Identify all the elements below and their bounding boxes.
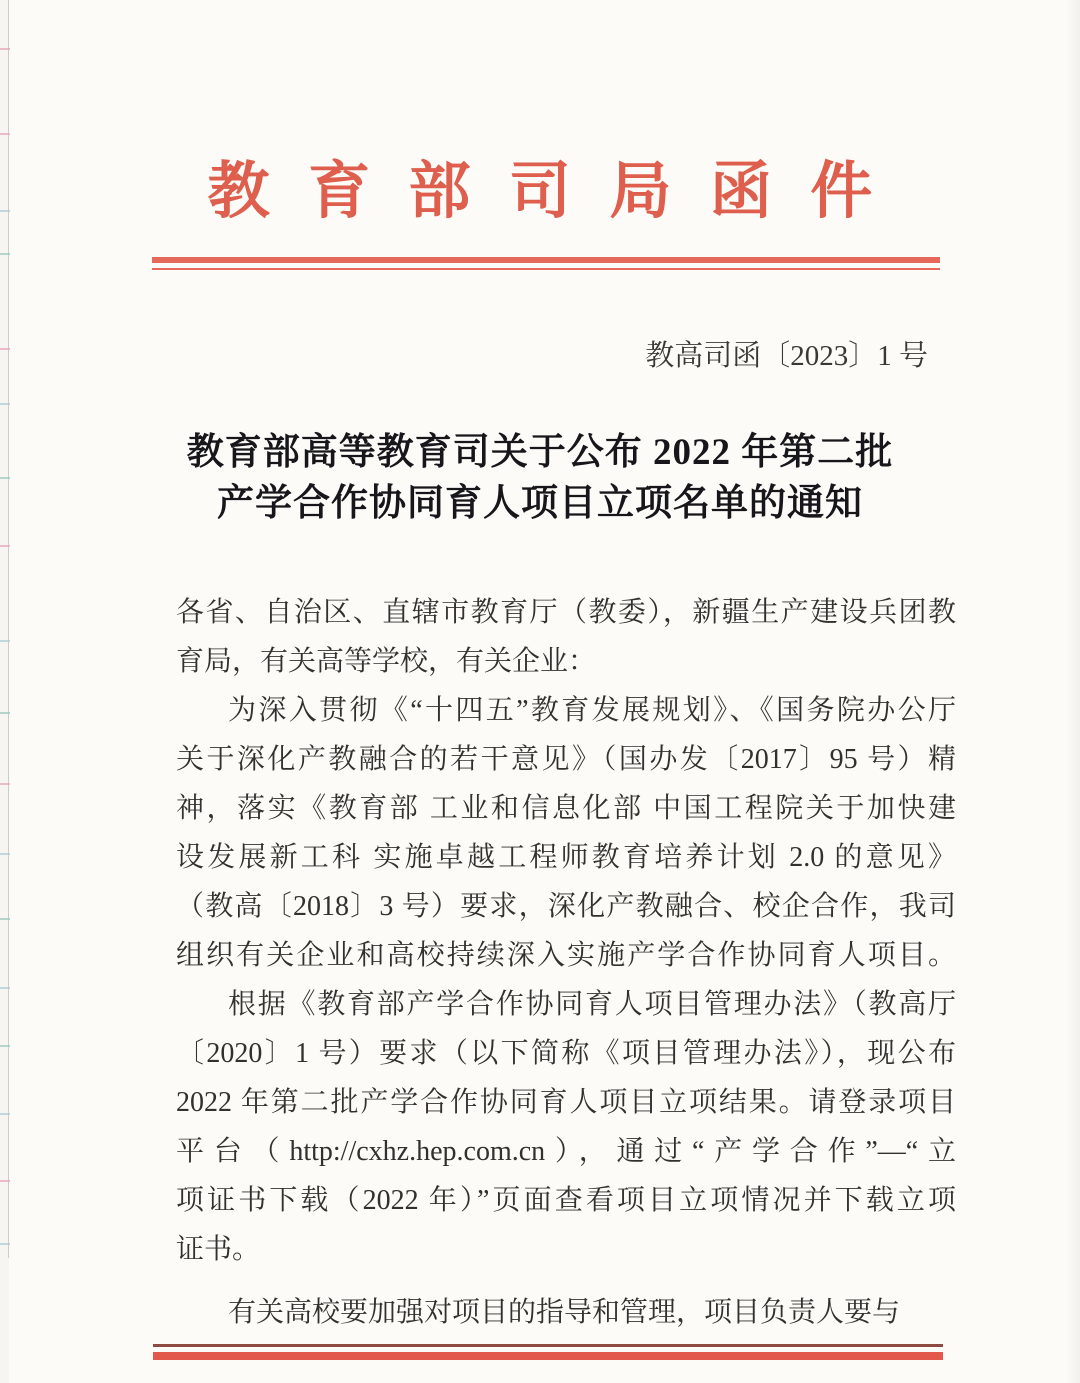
body-line: 关于深化产教融合的若干意见》（国办发〔2017〕95 号）精 xyxy=(176,744,956,775)
document-title-line1: 教育部高等教育司关于公布 2022 年第二批 xyxy=(186,432,894,473)
body-line: 证书。 xyxy=(176,1234,261,1265)
scan-tick xyxy=(0,1045,10,1047)
footer-rule-thin xyxy=(153,1344,943,1347)
document-title-line2: 产学合作协同育人项目立项名单的通知 xyxy=(217,483,863,524)
scan-tick xyxy=(0,712,10,714)
letterhead-rule-thin xyxy=(152,268,940,270)
body-line: 育局，有关高等学校，有关企业： xyxy=(176,646,597,677)
body-line: 各省、自治区、直辖市教育厅（教委），新疆生产建设兵团教 xyxy=(176,597,956,628)
scan-tick xyxy=(0,545,10,547)
scan-tick xyxy=(0,640,10,642)
scan-tick xyxy=(0,853,10,855)
letterhead-rule-thick xyxy=(152,257,940,263)
scan-tick xyxy=(0,1243,10,1245)
document-body xyxy=(176,588,956,1337)
body-line: 2022 年第二批产学合作协同育人项目立项结果。请登录项目 xyxy=(176,1087,956,1118)
body-line: 神，落实《教育部 工业和信息化部 中国工程院关于加快建 xyxy=(176,793,956,824)
body-line: 平台（http://cxhz.hep.com.cn），通过“产学合作”—“立 xyxy=(176,1136,956,1167)
letterhead-title: 教育部司局函件 xyxy=(207,158,911,226)
scan-tick xyxy=(0,403,10,405)
scan-tick xyxy=(0,1180,10,1182)
scan-tick xyxy=(0,133,10,135)
body-line: 组织有关企业和高校持续深入实施产学合作协同育人项目。 xyxy=(176,940,956,971)
body-line: 项证书下载（2022 年）”页面查看项目立项情况并下载立项 xyxy=(176,1185,956,1216)
body-line: 有关高校要加强对项目的指导和管理，项目负责人要与 xyxy=(228,1297,901,1328)
body-line: 设发展新工科 实施卓越工程师教育培养计划 2.0 的意见》 xyxy=(176,842,956,873)
scan-tick xyxy=(0,1113,10,1115)
scan-tick xyxy=(0,253,10,255)
scan-tick xyxy=(0,783,10,785)
footer-rule-thick xyxy=(153,1352,943,1360)
body-line: 根据《教育部产学合作协同育人项目管理办法》（教高厅 xyxy=(228,989,956,1020)
body-line: 为深入贯彻《“十四五”教育发展规划》、《国务院办公厅 xyxy=(228,695,956,726)
scan-tick xyxy=(0,918,10,920)
body-line: 〔2020〕1 号）要求（以下简称《项目管理办法》），现公布 xyxy=(176,1038,956,1069)
scan-tick xyxy=(0,987,10,989)
document-title xyxy=(0,427,1080,529)
scan-tick xyxy=(0,48,10,50)
document-number: 教高司函〔2023〕1 号 xyxy=(645,340,928,372)
body-line: （教高〔2018〕3 号）要求，深化产教融合、校企合作，我司 xyxy=(176,891,956,922)
